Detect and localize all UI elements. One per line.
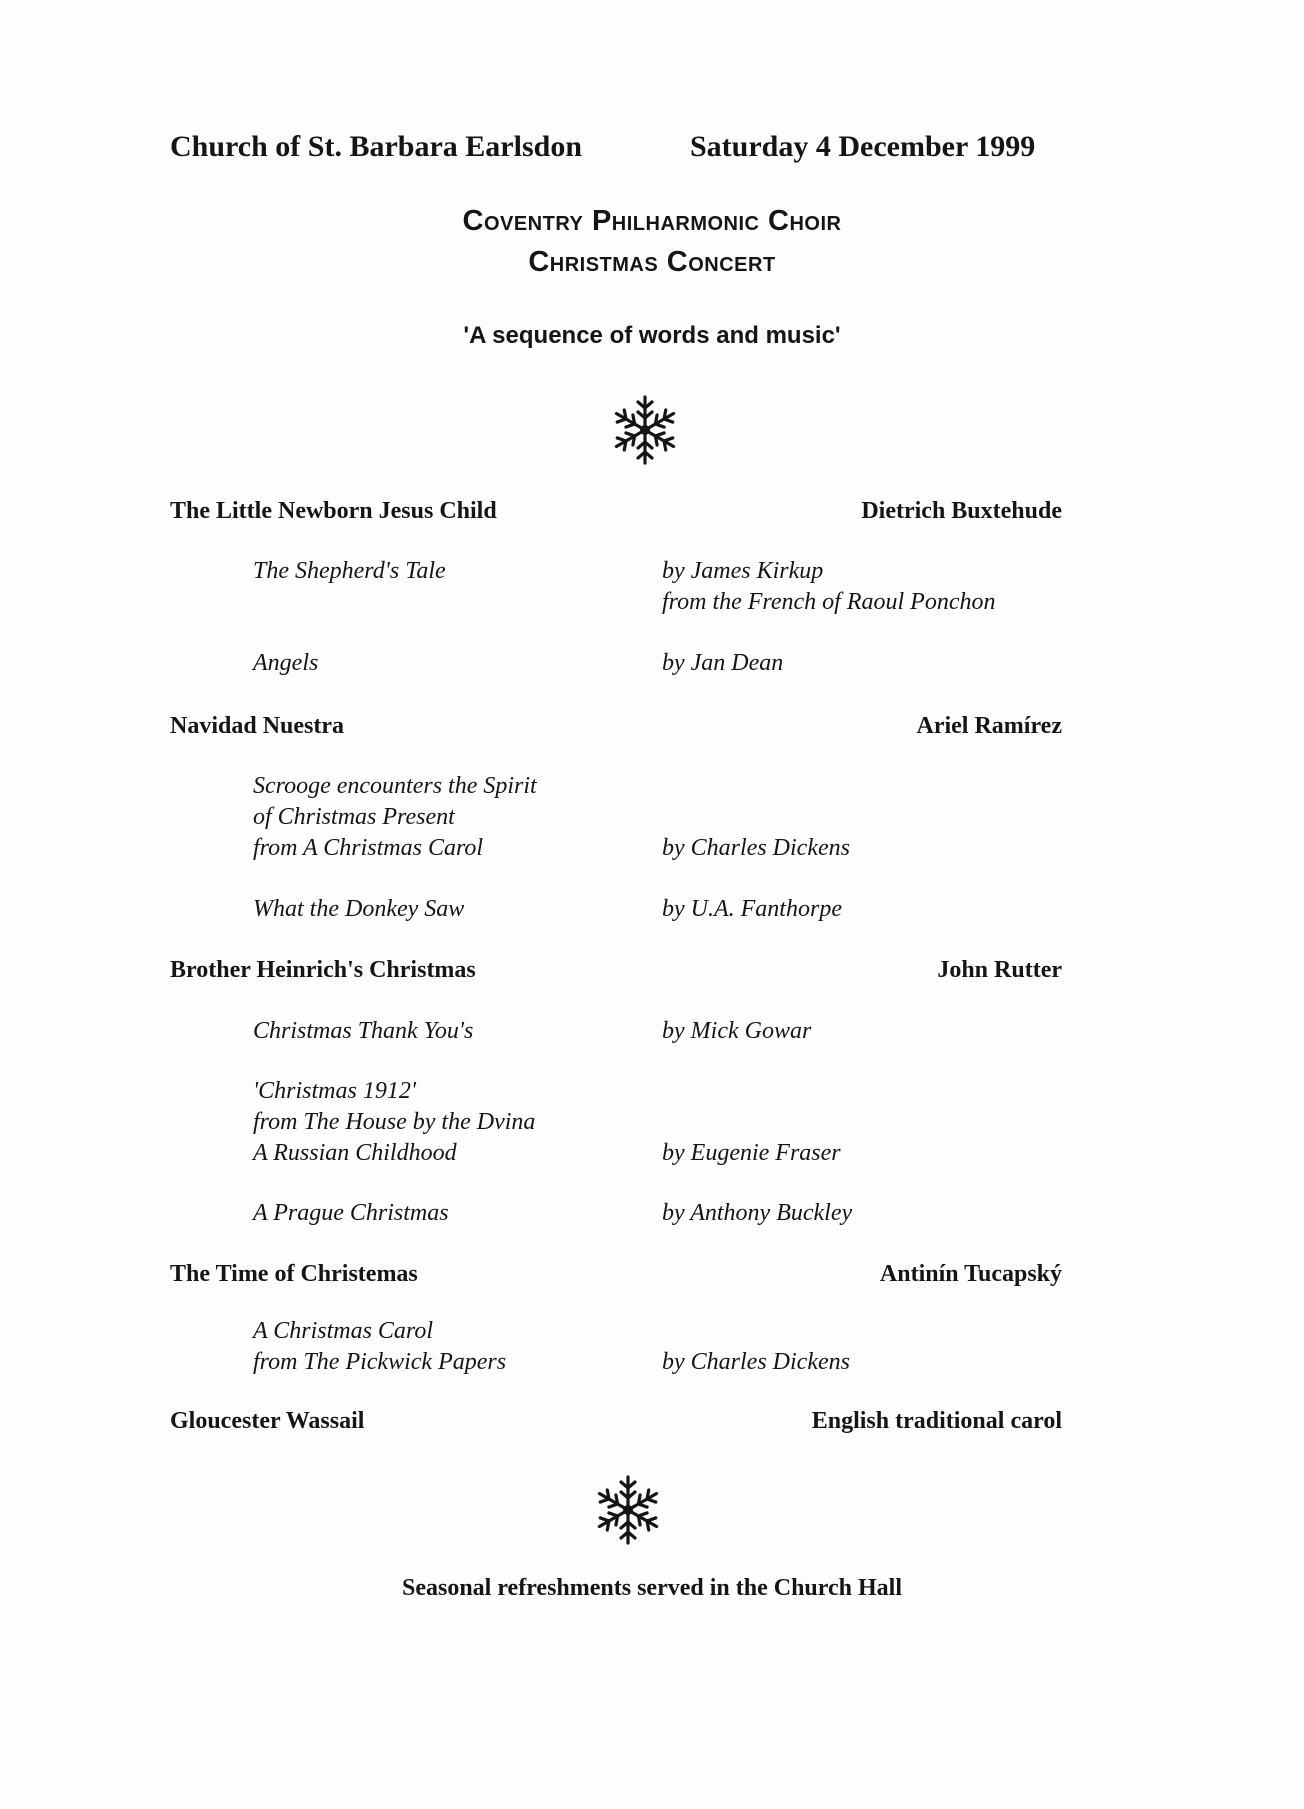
composer-tucapsky: Antinín Tucapský — [879, 1261, 1062, 1287]
reading-pickwick-line1: A Christmas Carol — [253, 1318, 434, 1344]
reading-author: by Anthony Buckley — [662, 1200, 853, 1226]
piece-title-gloucester-wassail: Gloucester Wassail — [170, 1408, 365, 1434]
concert-subtitle: 'A sequence of words and music' — [463, 322, 841, 349]
reading-prague: A Prague Christmas — [253, 1200, 449, 1226]
reading-author: by Charles Dickens — [662, 835, 850, 861]
piece-title-brother-heinrich: Brother Heinrich's Christmas — [170, 957, 476, 983]
reading-source: from the French of Raoul Ponchon — [662, 589, 996, 615]
composer-rutter: John Rutter — [937, 957, 1062, 983]
composer-buxtehude: Dietrich Buxtehude — [861, 498, 1062, 524]
reading-author: by U.A. Fanthorpe — [662, 896, 842, 922]
choir-title: Coventry Philharmonic Choir — [462, 205, 842, 237]
reading-shepherds-tale: The Shepherd's Tale — [253, 558, 446, 584]
piece-title-navidad-nuestra: Navidad Nuestra — [170, 713, 345, 739]
snowflake-icon — [590, 1472, 666, 1548]
reading-pickwick-line2: from The Pickwick Papers — [253, 1349, 507, 1375]
reading-author: by James Kirkup — [662, 558, 824, 584]
reading-author: by Charles Dickens — [662, 1349, 850, 1375]
reading-author: by Mick Gowar — [662, 1018, 812, 1044]
concert-date: Saturday 4 December 1999 — [690, 130, 1036, 163]
composer-traditional: English traditional carol — [811, 1408, 1062, 1434]
reading-author: by Eugenie Fraser — [662, 1140, 841, 1166]
piece-title-time-of-christemas: The Time of Christemas — [170, 1261, 418, 1287]
concert-title: Christmas Concert — [528, 246, 776, 278]
piece-title-little-newborn: The Little Newborn Jesus Child — [170, 498, 497, 524]
reading-donkey: What the Donkey Saw — [253, 896, 465, 922]
reading-1912-line1: 'Christmas 1912' — [253, 1078, 416, 1104]
reading-scrooge-line2: of Christmas Present — [253, 804, 455, 830]
composer-ramirez: Ariel Ramírez — [916, 713, 1062, 739]
reading-angels: Angels — [253, 650, 319, 676]
reading-1912-line2: from The House by the Dvina — [253, 1109, 536, 1135]
reading-author: by Jan Dean — [662, 650, 784, 676]
reading-scrooge-line3: from A Christmas Carol — [253, 835, 484, 861]
reading-1912-line3: A Russian Childhood — [253, 1140, 457, 1166]
reading-scrooge-line1: Scrooge encounters the Spirit — [253, 773, 537, 799]
reading-thank-yous: Christmas Thank You's — [253, 1018, 474, 1044]
snowflake-icon — [607, 392, 683, 468]
venue-line: Church of St. Barbara Earlsdon — [170, 130, 583, 163]
refreshments-note: Seasonal refreshments served in the Church Hall — [401, 1575, 902, 1601]
